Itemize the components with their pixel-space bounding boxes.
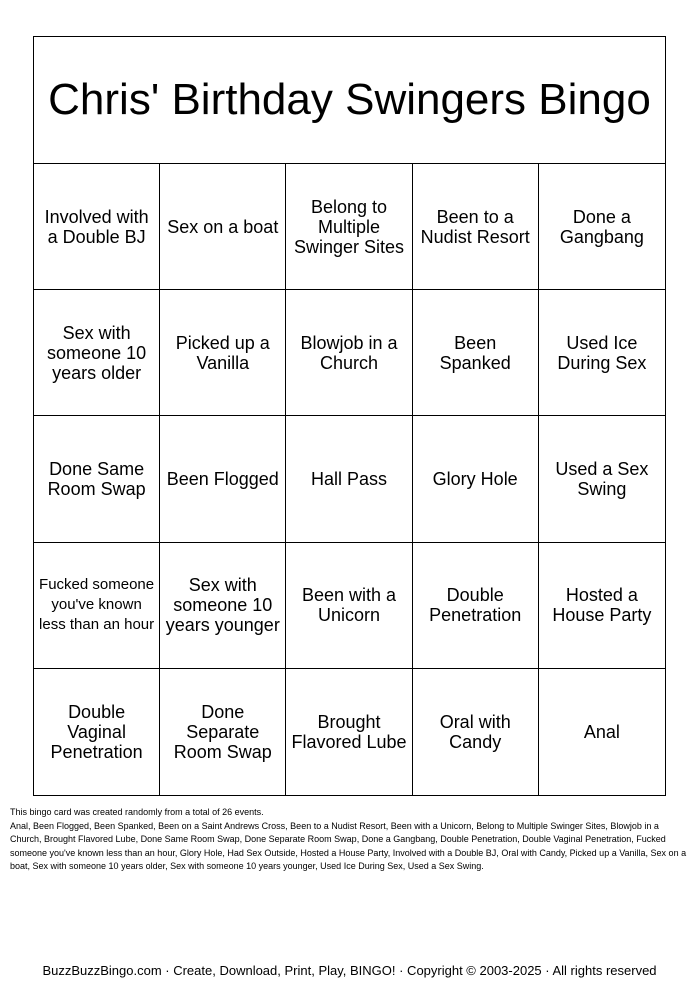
bingo-cell: Done Separate Room Swap — [160, 669, 286, 795]
bingo-cell: Double Penetration — [413, 543, 539, 669]
bingo-cell: Anal — [583, 721, 620, 742]
bingo-cell: Been Spanked — [413, 290, 539, 416]
card-info — [10, 806, 690, 874]
bingo-card — [33, 36, 666, 796]
bingo-cell: Double Vaginal Penetration — [34, 669, 160, 795]
bingo-cell: Sex with someone 10 years older — [34, 290, 160, 416]
bingo-cell: Been Flogged — [160, 416, 286, 542]
card-summary: This bingo card was created randomly from a total of 26 events. — [10, 807, 264, 817]
bingo-cell: Been to a Nudist Resort — [413, 164, 539, 290]
bingo-cell: Hosted a House Party — [539, 543, 665, 669]
bingo-cell: Involved with a Double BJ — [34, 164, 160, 290]
bingo-cell: Picked up a Vanilla — [160, 290, 286, 416]
bingo-cell: Blowjob in a Church — [286, 290, 412, 416]
bingo-cell: Belong to Multiple Swinger Sites — [286, 164, 412, 290]
bingo-cell: Glory Hole — [413, 416, 539, 542]
bingo-cell: Used a Sex Swing — [539, 416, 665, 542]
bingo-cell: Done Same Room Swap — [34, 416, 160, 542]
bingo-cell: Done a Gangbang — [539, 164, 665, 290]
bingo-cell: Hall Pass — [286, 416, 412, 542]
site-footer: BuzzBuzzBingo.com · Create, Download, Print, Play, BINGO! · Copyright © 2003-2025 · All rights reserved — [42, 963, 657, 978]
bingo-cell: Brought Flavored Lube — [286, 669, 412, 795]
bingo-cell: Oral with Candy — [413, 669, 539, 795]
bingo-grid — [34, 164, 665, 795]
bingo-cell: Been with a Unicorn — [286, 543, 412, 669]
card-title: Chris' Birthday Swingers Bingo — [34, 37, 665, 164]
bingo-cell: Sex with someone 10 years younger — [160, 543, 286, 669]
event-list: Anal, Been Flogged, Been Spanked, Been on a Saint Andrews Cross, Been to a Nudist Resort, Been with a Unicorn, Belong to Multiple Swinger Sites, Blowjob in a Church, Brought Flavored Lube, Done Same Room Swap, Done Separate Room Swap, Done a Gangbang, Double Penetration, Double Vaginal Penetration, Fucked someone you've known less than an hour, Glory Hole, Had Sex Outside, Hosted a House Party, Involved with a Double BJ, Oral with Candy, Picked up a Vanilla, Sex on a boat, Sex with someone 10 years older, Sex with someone 10 years younger, Used Ice During Sex, Used a Sex Swing. — [10, 820, 687, 871]
bingo-cell: Fucked someone you've known less than an hour — [34, 543, 160, 669]
bingo-cell: Sex on a boat — [160, 164, 286, 290]
bingo-cell: Used Ice During Sex — [539, 290, 665, 416]
